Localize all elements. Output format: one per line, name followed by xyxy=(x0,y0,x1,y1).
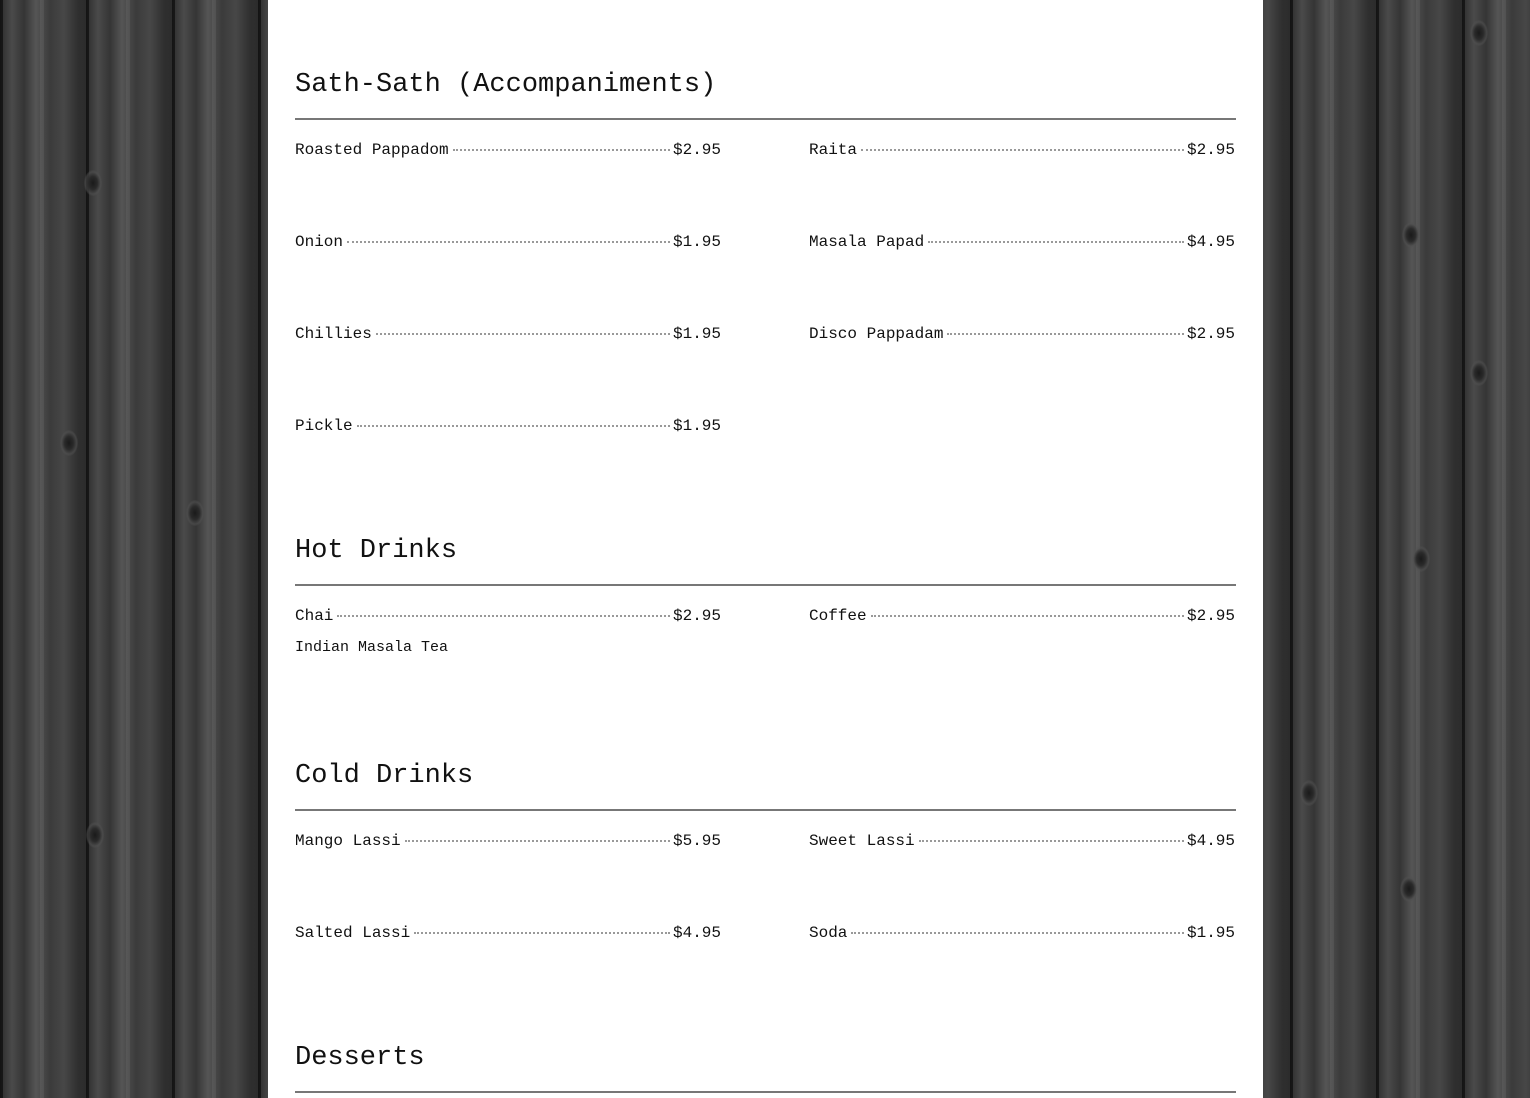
item-name: Masala Papad xyxy=(809,233,925,251)
menu-item xyxy=(295,415,721,437)
wood-knot xyxy=(1470,20,1488,46)
menu-page xyxy=(268,0,1263,1098)
wood-knot xyxy=(1470,360,1488,386)
section-title: Hot Drinks xyxy=(295,536,458,566)
item-price: $4.95 xyxy=(1186,832,1235,850)
item-price: $4.95 xyxy=(1186,233,1235,251)
item-price: $2.95 xyxy=(1186,141,1235,159)
menu-item xyxy=(809,323,1235,345)
dot-leader xyxy=(928,241,1184,243)
section-divider xyxy=(295,584,1236,586)
item-name: Pickle xyxy=(295,417,353,435)
section-divider xyxy=(295,809,1236,811)
menu-item xyxy=(295,830,721,852)
wood-knot xyxy=(1412,546,1430,572)
item-name: Onion xyxy=(295,233,344,251)
menu-item xyxy=(809,922,1235,944)
item-price: $2.95 xyxy=(1186,325,1235,343)
menu-item xyxy=(295,605,721,656)
item-price: $1.95 xyxy=(672,325,721,343)
section-divider xyxy=(295,118,1236,120)
wood-knot xyxy=(60,430,78,456)
dot-leader xyxy=(376,333,670,335)
item-name: Soda xyxy=(809,924,848,942)
dot-leader xyxy=(405,840,670,842)
item-description: Indian Masala Tea xyxy=(295,639,449,656)
dot-leader xyxy=(919,840,1184,842)
section-title: Sath-Sath (Accompaniments) xyxy=(295,70,717,100)
menu-item xyxy=(295,922,721,944)
wood-knot xyxy=(84,170,102,196)
item-price: $2.95 xyxy=(672,141,721,159)
item-name: Salted Lassi xyxy=(295,924,411,942)
dot-leader xyxy=(861,149,1184,151)
section-divider xyxy=(295,1091,1236,1093)
item-name: Raita xyxy=(809,141,858,159)
wood-knot xyxy=(186,500,204,526)
item-name: Chillies xyxy=(295,325,372,343)
dot-leader xyxy=(851,932,1184,934)
wood-knot xyxy=(1402,222,1420,248)
item-name: Mango Lassi xyxy=(295,832,401,850)
item-price: $2.95 xyxy=(1186,607,1235,625)
menu-item xyxy=(295,139,721,161)
item-name: Coffee xyxy=(809,607,867,625)
dot-leader xyxy=(337,615,670,617)
dot-leader xyxy=(947,333,1184,335)
item-name: Roasted Pappadom xyxy=(295,141,449,159)
item-price: $5.95 xyxy=(672,832,721,850)
item-price: $1.95 xyxy=(1186,924,1235,942)
item-price: $4.95 xyxy=(672,924,721,942)
section-title: Cold Drinks xyxy=(295,761,474,791)
dot-leader xyxy=(871,615,1184,617)
menu-item xyxy=(809,830,1235,852)
item-price: $1.95 xyxy=(672,417,721,435)
item-name: Sweet Lassi xyxy=(809,832,915,850)
wood-knot xyxy=(1400,876,1418,902)
dot-leader xyxy=(414,932,670,934)
dot-leader xyxy=(453,149,670,151)
menu-item xyxy=(809,139,1235,161)
item-price: $2.95 xyxy=(672,607,721,625)
menu-item xyxy=(295,323,721,345)
menu-item xyxy=(295,231,721,253)
menu-item xyxy=(809,605,1235,627)
dot-leader xyxy=(347,241,670,243)
item-name: Chai xyxy=(295,607,334,625)
wood-knot xyxy=(86,822,104,848)
wood-knot xyxy=(1300,780,1318,806)
item-price: $1.95 xyxy=(672,233,721,251)
section-title: Desserts xyxy=(295,1043,425,1073)
menu-item xyxy=(809,231,1235,253)
item-name: Disco Pappadam xyxy=(809,325,944,343)
dot-leader xyxy=(357,425,670,427)
